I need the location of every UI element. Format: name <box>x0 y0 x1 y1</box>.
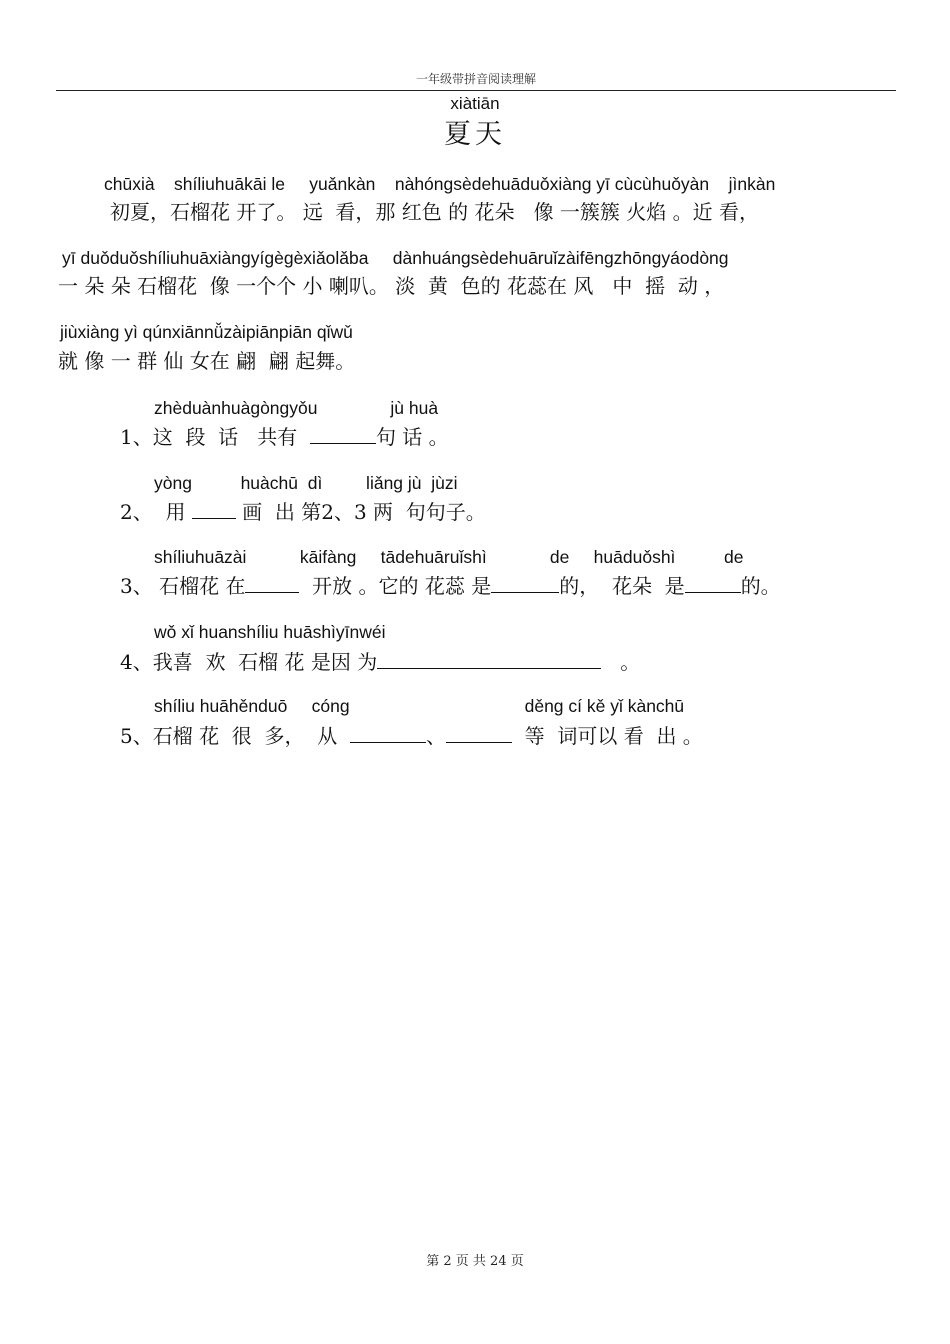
passage-line1-pinyin: chūxià shíliuhuākāi le yuǎnkàn nàhóngsèdehuāduǒxiàng yī cùcùhuǒyàn jìnkàn <box>104 174 776 194</box>
answer-blank[interactable] <box>310 425 376 444</box>
answer-blank[interactable] <box>685 574 741 593</box>
question-5-text: 5、石榴 花 很 多， 从 、 等 词可以 看 出 。 <box>120 724 703 748</box>
answer-blank[interactable] <box>192 500 236 519</box>
passage-line3-hanzi: 就 像 一 群 仙 女在 翩 翩 起舞。 <box>58 349 356 373</box>
question-4-text: 4、我喜 欢 石榴 花 是因 为 。 <box>120 650 641 674</box>
answer-blank[interactable] <box>446 724 512 743</box>
title-pinyin: xiàtiān <box>450 94 500 113</box>
question-1-pinyin: zhèduànhuàgòngyǒu jù huà <box>154 398 439 418</box>
page-header: 一年级带拼音阅读理解 <box>56 70 896 91</box>
question-1-text: 1、这 段 话 共有 句 话 。 <box>120 425 449 449</box>
question-5-pinyin: shíliu huāhěnduō cóng děng cí kě yǐ kànchū <box>154 696 685 716</box>
question-2-text: 2、 用 画 出 第2、3 两 句句子。 <box>120 500 486 524</box>
answer-blank[interactable] <box>350 724 426 743</box>
question-3-text: 3、 石榴花 在 开放 。它的 花蕊 是 的， 花朵 是 的。 <box>120 574 781 598</box>
page-footer: 第 2 页 共 24 页 <box>426 1254 524 1269</box>
question-4-pinyin: wǒ xǐ huanshíliu huāshìyīnwéi <box>154 622 386 642</box>
answer-blank[interactable] <box>377 650 601 669</box>
passage-line3-pinyin: jiùxiàng yì qúnxiānnǚzàipiānpiān qǐwǔ <box>60 322 353 342</box>
passage-line1-hanzi: 初夏，石榴花 开了。 远 看，那 红色 的 花朵 像 一簇簇 火焰 。近 看， <box>110 200 760 224</box>
page-title: 夏天 <box>444 119 506 150</box>
question-3-pinyin: shíliuhuāzài kāifàng tādehuāruǐshì de huāduǒshì de <box>154 547 744 567</box>
question-2-pinyin: yòng huàchū dì liǎng jù jùzi <box>154 473 458 493</box>
passage-line2-hanzi: 一 朵 朵 石榴花 像 一个个 小 喇叭。 淡 黄 色的 花蕊在 风 中 摇 动 ， <box>58 274 725 298</box>
passage-line2-pinyin: yī duǒduǒshíliuhuāxiàngyígègèxiǎolǎba dànhuángsèdehuāruǐzàifēngzhōngyáodòng <box>62 248 729 268</box>
answer-blank[interactable] <box>245 574 299 593</box>
answer-blank[interactable] <box>491 574 559 593</box>
